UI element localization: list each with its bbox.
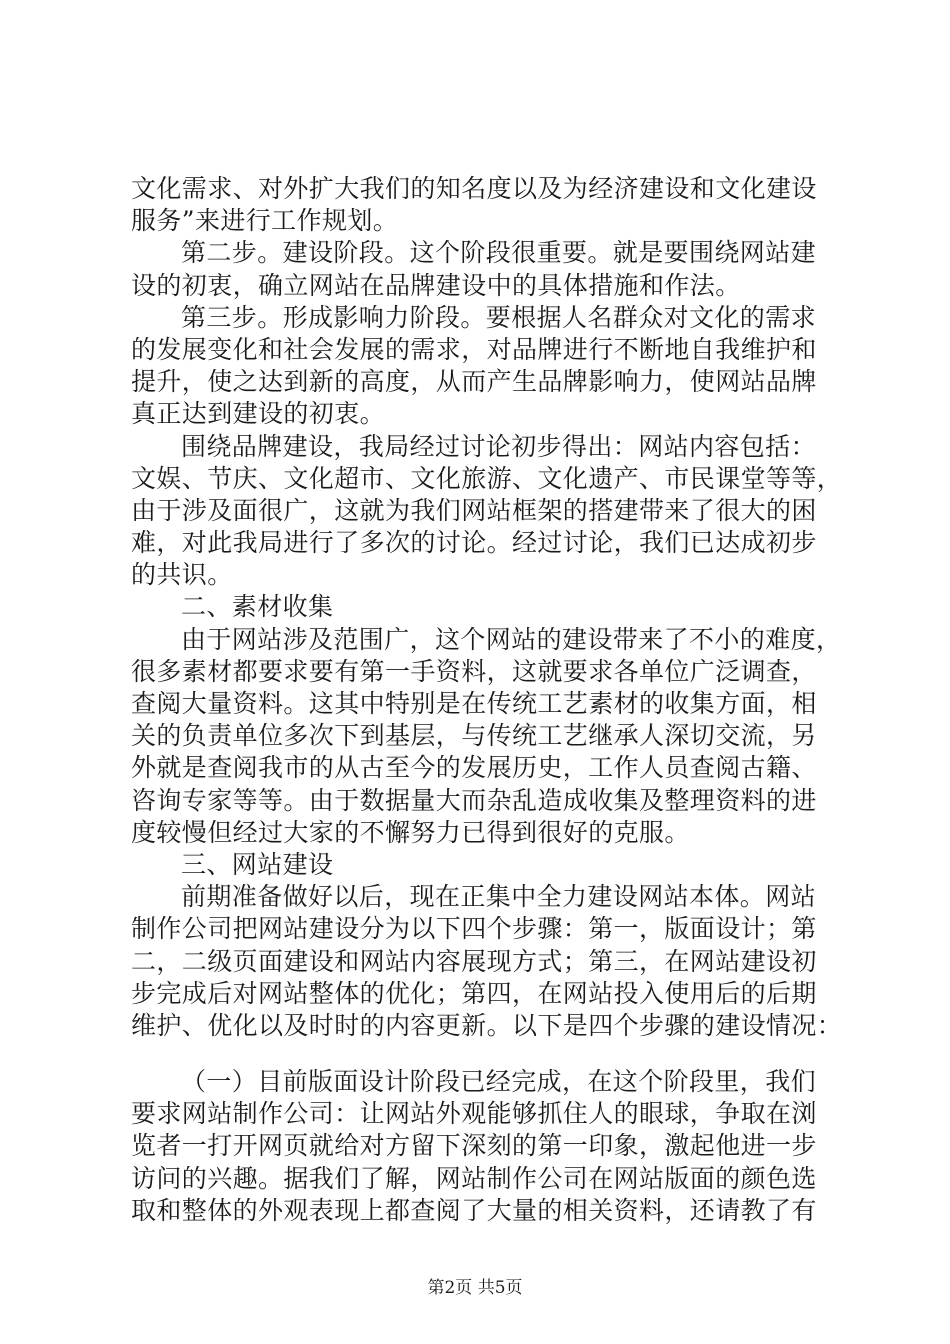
text-line: 的共识。 bbox=[131, 560, 233, 590]
text-line: 围绕品牌建设，我局经过讨论初步得出：网站内容包括： bbox=[181, 431, 817, 461]
text-line: 真正达到建设的初衷。 bbox=[131, 399, 386, 429]
text-line: 文化需求、对外扩大我们的知名度以及为经济建设和文化建设 bbox=[131, 174, 817, 203]
text-line: 步完成后对网站整体的优化；第四，在网站投入使用后的后期 bbox=[131, 978, 817, 1008]
text-line: 设的初衷，确立网站在品牌建设中的具体措施和作法。 bbox=[131, 270, 741, 300]
text-line: 提升，使之达到新的高度，从而产生品牌影响力，使网站品牌 bbox=[131, 367, 817, 397]
text-line: 要求网站制作公司：让网站外观能够抓住人的眼球，争取在浏 bbox=[131, 1099, 817, 1129]
text-line: （一）目前版面设计阶段已经完成，在这个阶段里，我们 bbox=[181, 1067, 817, 1097]
text-line: 访问的兴趣。据我们了解，网站制作公司在网站版面的颜色选 bbox=[131, 1163, 817, 1193]
paragraph-gap bbox=[131, 1042, 825, 1066]
text-line: 关的负责单位多次下到基层，与传统工艺继承人深切交流，另 bbox=[131, 721, 817, 751]
text-line: 维护、优化以及时时的内容更新。以下是四个步骤的建设情况： bbox=[131, 1010, 843, 1040]
text-line: 由于网站涉及范围广，这个网站的建设带来了不小的难度， bbox=[181, 624, 842, 654]
text-line: 文娱、节庆、文化超市、文化旅游、文化遗产、市民课堂等等， bbox=[131, 463, 843, 493]
text-line: 二，二级页面建设和网站内容展现方式；第三，在网站建设初 bbox=[131, 946, 817, 976]
section-heading: 三、网站建设 bbox=[181, 849, 334, 879]
text-line: 览者一打开网页就给对方留下深刻的第一印象，激起他进一步 bbox=[131, 1131, 817, 1161]
text-line: 很多素材都要求要有第一手资料，这就要求各单位广泛调查， bbox=[131, 656, 817, 686]
text-line: 难，对此我局进行了多次的讨论。经过讨论，我们已达成初步 bbox=[131, 528, 817, 558]
text-line: 前期准备做好以后，现在正集中全力建设网站本体。网站 bbox=[181, 882, 817, 912]
page-number-footer: 第2页 共5页 bbox=[427, 1278, 523, 1298]
text-line: 取和整体的外观表现上都查阅了大量的相关资料，还请教了有 bbox=[131, 1195, 817, 1225]
text-line: 度较慢但经过大家的不懈努力已得到很好的克服。 bbox=[131, 817, 690, 847]
text-line: 咨询专家等等。由于数据量大而杂乱造成收集及整理资料的进 bbox=[131, 785, 817, 815]
text-line: 制作公司把网站建设分为以下四个步骤：第一，版面设计；第 bbox=[131, 914, 817, 944]
text-line: 外就是查阅我市的从古至今的发展历史，工作人员查阅古籍、 bbox=[131, 753, 817, 783]
text-line: 查阅大量资料。这其中特别是在传统工艺素材的收集方面，相 bbox=[131, 689, 817, 718]
text-line: 服务”来进行工作规划。 bbox=[131, 206, 399, 236]
document-body bbox=[131, 173, 843, 1227]
text-line: 第三步。形成影响力阶段。要根据人名群众对文化的需求 bbox=[181, 302, 817, 332]
section-heading: 二、素材收集 bbox=[181, 592, 334, 622]
text-line: 的发展变化和社会发展的需求，对品牌进行不断地自我维护和 bbox=[131, 334, 817, 364]
text-line: 由于涉及面很广，这就为我们网站框架的搭建带来了很大的困 bbox=[131, 495, 817, 525]
text-line: 第二步。建设阶段。这个阶段很重要。就是要围绕网站建 bbox=[181, 238, 817, 268]
